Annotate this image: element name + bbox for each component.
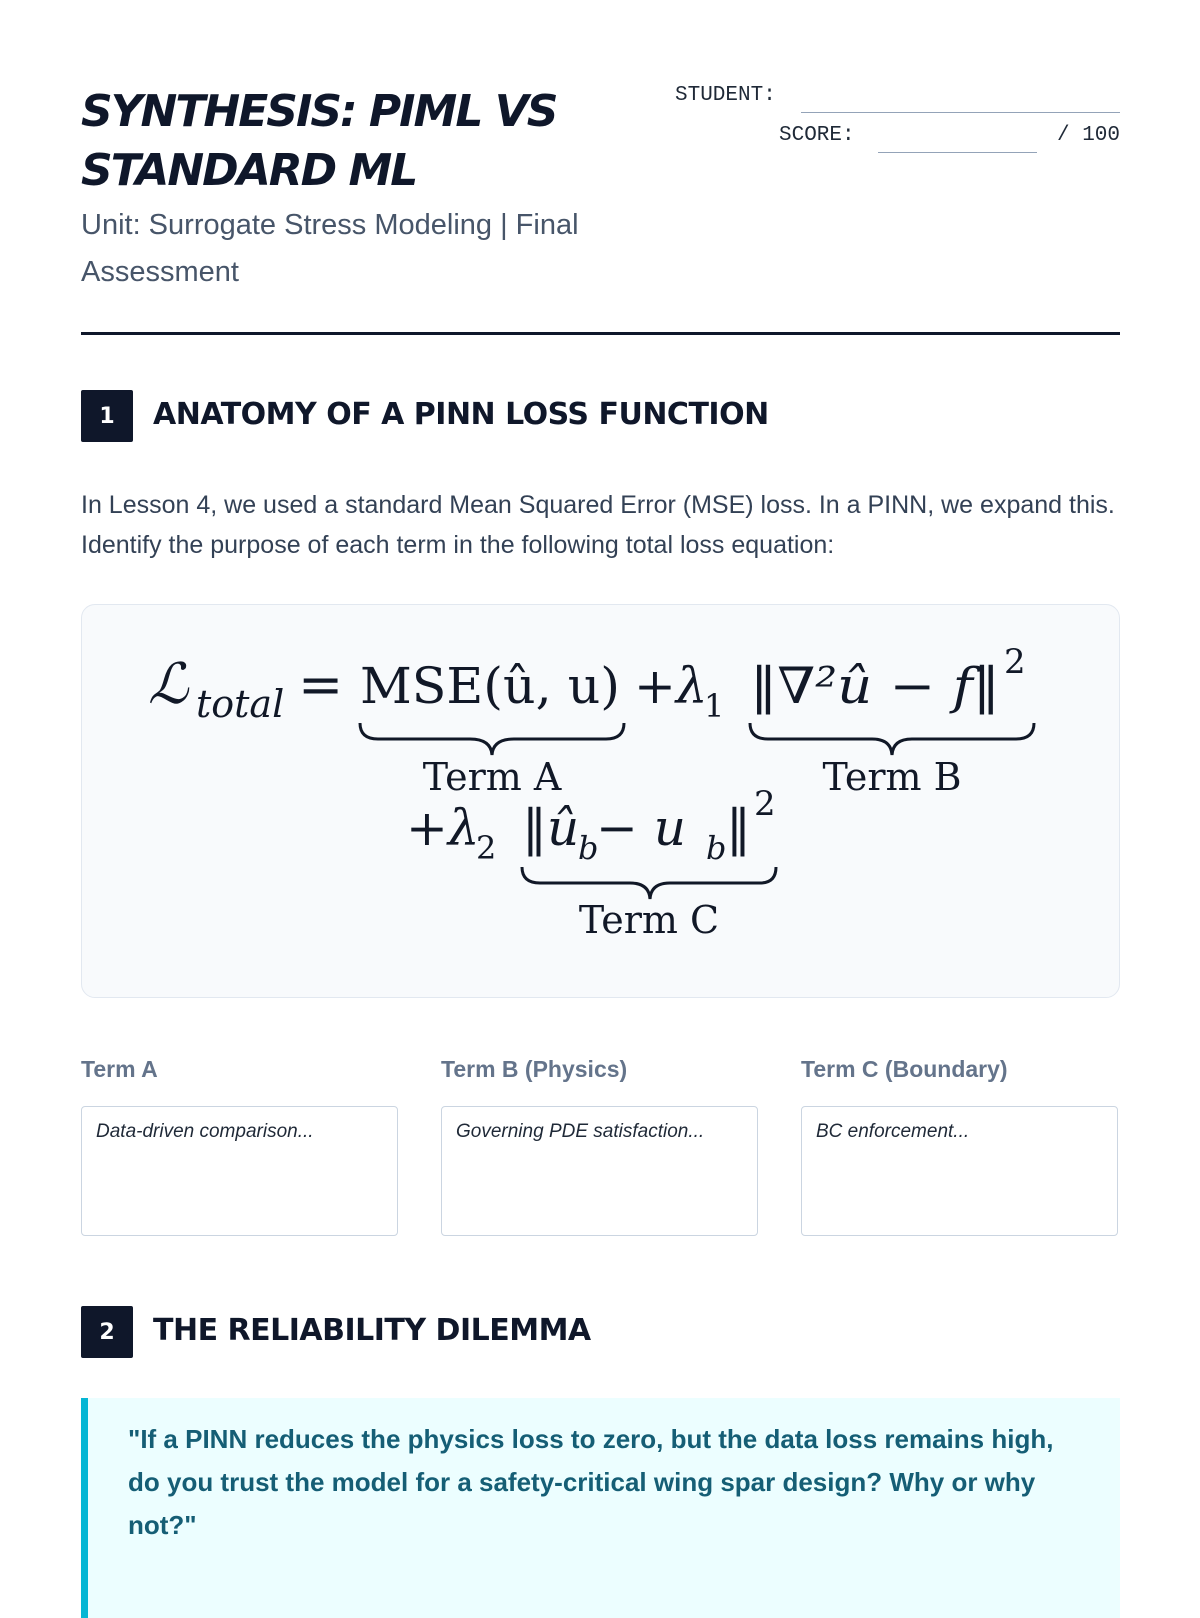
student-name-field[interactable] (801, 112, 1120, 113)
term-a-answer[interactable]: Data-driven comparison... (81, 1106, 398, 1236)
eq-lhs-symbol: ℒ (148, 652, 189, 717)
eq-lhs-subscript: total (196, 682, 285, 726)
score-label: SCORE: (779, 124, 855, 147)
equation-box (81, 604, 1120, 998)
term-c-brace-label: Term C (578, 898, 720, 942)
term-a-brace (360, 723, 624, 755)
eq-term-c-open: ‖û (522, 799, 580, 857)
eq-term-c-power: 2 (754, 784, 776, 824)
term-a-label: Term A (81, 1056, 158, 1082)
page-title-line-1: SYNTHESIS: PIML VS (81, 86, 557, 137)
term-a-group (81, 1056, 400, 1142)
eq-term-c-subscript-2: b (706, 829, 727, 867)
score-total: / 100 (1056, 124, 1120, 147)
loss-equation (82, 605, 1119, 997)
dilemma-quote (81, 1398, 1120, 1618)
eq-lambda-2-subscript: 2 (476, 829, 497, 867)
eq-plus-lambda-1: +λ (634, 657, 708, 715)
eq-equals: = (298, 653, 344, 716)
eq-term-c-subscript-1: b (578, 829, 599, 867)
page-subtitle: Unit: Surrogate Stress Modeling | Final Assessment (81, 209, 579, 288)
term-b-brace-label: Term B (822, 755, 962, 799)
header-divider (81, 332, 1120, 335)
dilemma-quote-text: "If a PINN reduces the physics loss to zero, but the data loss remains high, do you trust the model for a safety-critical wing spar design? Why or why not?" (128, 1424, 1054, 1540)
eq-plus-lambda-2: +λ (406, 799, 480, 857)
term-c-label: Term C (Boundary) (801, 1056, 1008, 1082)
eq-term-b-expr: ‖∇²û − f‖ (750, 657, 1000, 715)
eq-lambda-1-subscript: 1 (704, 687, 725, 725)
student-label: STUDENT: (675, 84, 776, 107)
section-2-number: 2 (81, 1306, 133, 1358)
section-1-intro: In Lesson 4, we used a standard Mean Squared Error (MSE) loss. In a PINN, we expand this. Identify the purpose of each term in the following total loss equation: (81, 491, 1115, 559)
term-a-brace-label: Term A (422, 755, 562, 799)
term-b-answer[interactable]: Governing PDE satisfaction... (441, 1106, 758, 1236)
term-c-answer[interactable]: BC enforcement... (801, 1106, 1118, 1236)
eq-term-a-expr: MSE(û, u) (360, 657, 620, 715)
section-1-number: 1 (81, 390, 133, 442)
term-b-brace (750, 723, 1034, 755)
score-field[interactable] (878, 152, 1037, 153)
page-title (81, 82, 681, 200)
eq-term-c-middle: − u (596, 799, 686, 857)
term-c-group (801, 1056, 1120, 1142)
section-2-title: THE RELIABILITY DILEMMA (153, 1313, 591, 1348)
worksheet-page (81, 0, 1120, 1600)
term-b-label: Term B (Physics) (441, 1056, 628, 1082)
eq-term-c-close: ‖ (726, 799, 751, 857)
eq-term-b-power: 2 (1004, 642, 1026, 682)
term-b-group (441, 1056, 760, 1142)
page-title-line-2: STANDARD ML (81, 145, 417, 196)
section-1-title: ANATOMY OF A PINN LOSS FUNCTION (153, 397, 769, 432)
term-c-brace (522, 867, 776, 899)
